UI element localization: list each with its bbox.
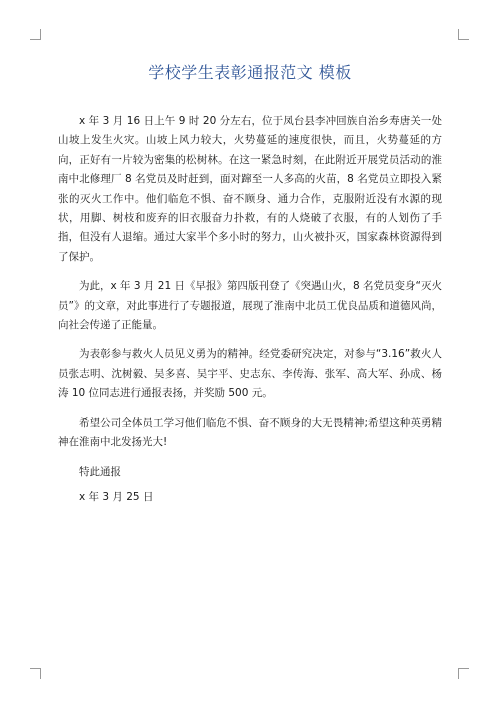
crop-mark-top-left <box>30 29 41 40</box>
document-title: 学校学生表彰通报范文 模板 <box>148 63 352 82</box>
paragraph-commendation: 为表彰参与救火人员见义勇为的精神。经党委研究决定，对参与“3.16”救火人员张志明、沈树毅、吴多喜、吴宇平、史志东、李传海、张军、高大军、孙成、杨涛 10 位同志进行通报表扬，并奖励 500 元。 <box>58 348 442 400</box>
crop-mark-top-right <box>458 29 469 40</box>
document-body <box>58 112 442 513</box>
crop-mark-bottom-right <box>458 668 469 679</box>
document-date: x 年 3 月 25 日 <box>79 490 154 503</box>
paragraph-report: 为此，x 年 3 月 21 日《早报》第四版刊登了《突遇山火，8 名党员变身“灭火员”》的文章，对此事进行了专题报道，展现了淮南中北员工优良品质和道德风尚，向社会传递了正能量。 <box>58 280 442 332</box>
crop-mark-bottom-left <box>30 668 41 679</box>
paragraph-hope: 希望公司全体员工学习他们临危不惧、奋不顾身的大无畏精神;希望这种英勇精神在淮南中北发扬光大! <box>58 416 442 449</box>
paragraph-incident: x 年 3 月 16 日上午 9 时 20 分左右，位于凤台县李冲回族自治乡寿唐关一处山坡上发生火灾。山坡上风力较大，火势蔓延的速度很快，而且，火势蔓延的方向，正好有一片较为密集的松树林。在这一紧急时刻，在此附近开展党员活动的淮南中北修理厂 8 名党员及时赶到，面对蹿至一人多高的火苗，8 名党员立即投入紧张的灭火工作中。他们临危不惧、奋不顾身、通力合作，克服附近没有水源的现状，用脚、树枝和废弃的旧衣服奋力扑救，有的人烧破了衣服，有的人划伤了手指，但没有人退缩。通过大家半个多小时的努力，山火被扑灭，国家森林资源得到了保护。 <box>58 115 442 263</box>
closing-line: 特此通报 <box>79 465 121 478</box>
